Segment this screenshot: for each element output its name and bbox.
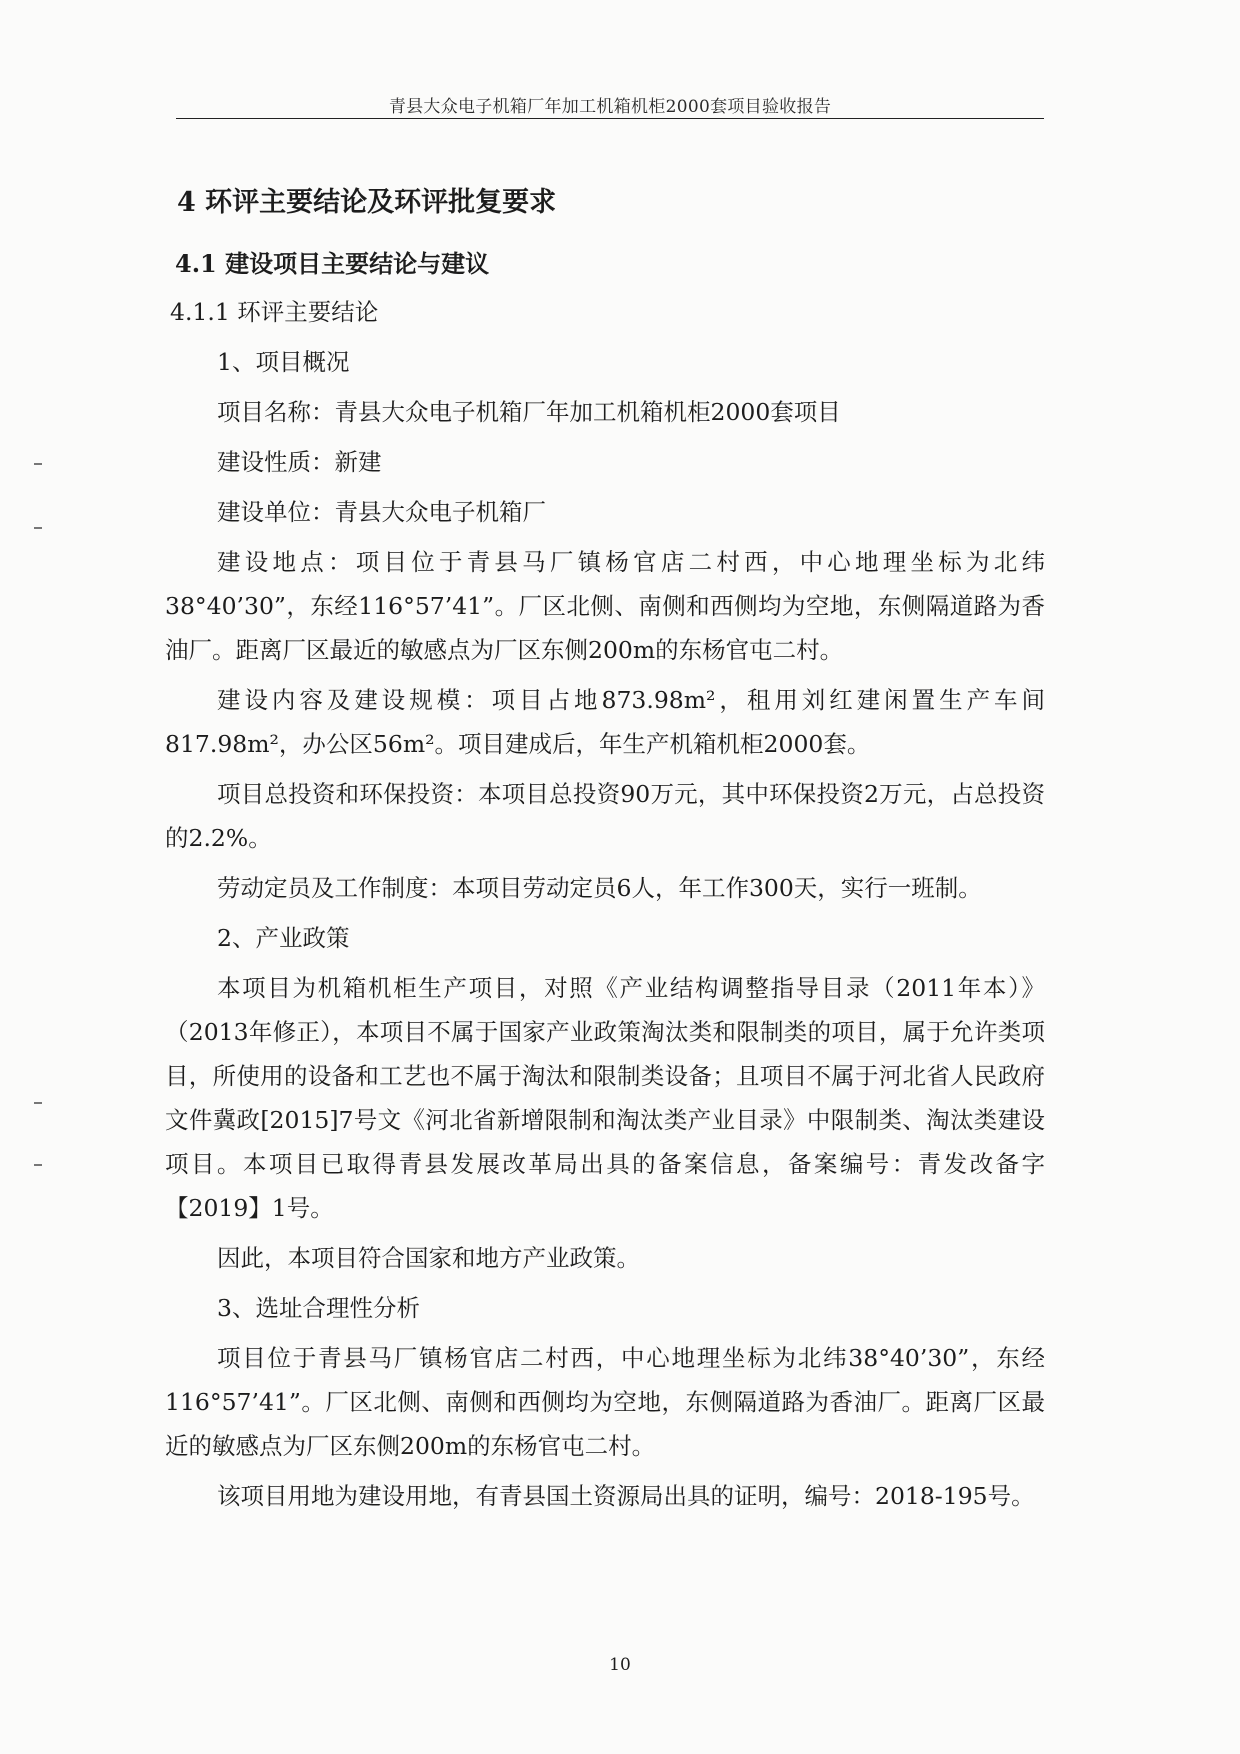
investment: 项目总投资和环保投资：本项目总投资90万元，其中环保投资2万元，占总投资的2.2%。	[165, 780, 1045, 852]
site-paragraph: 项目位于青县马厂镇杨官店二村西，中心地理坐标为北纬38°40’30”，东经116°57’41”。厂区北侧、南侧和西侧均为空地，东侧隔道路为香油厂。距离厂区最近的敏感点为厂区东侧200m的东杨官屯二村。	[165, 1344, 1045, 1460]
item-heading-overview: 1、项目概况	[217, 348, 350, 376]
scan-mark	[34, 463, 42, 465]
staffing: 劳动定员及工作制度：本项目劳动定员6人，年工作300天，实行一班制。	[217, 874, 982, 902]
policy-paragraph: 本项目为机箱机柜生产项目，对照《产业结构调整指导目录（2011年本）》（2013年修正），本项目不属于国家产业政策淘汰类和限制类的项目，属于允许类项目，所使用的设备和工艺也不属于淘汰和限制类设备；且项目不属于河北省人民政府文件冀政[2015]7号文《河北省新增限制和淘汰类产业目录》中限制类、淘汰类建设项目。本项目已取得青县发展改革局出具的备案信息，备案编号：青发改备字【2019】1号。	[165, 974, 1045, 1222]
section-heading: 4 环评主要结论及环评批复要求	[177, 187, 557, 218]
policy-conclusion: 因此，本项目符合国家和地方产业政策。	[217, 1244, 640, 1272]
header-divider	[176, 118, 1044, 119]
construction-unit: 建设单位：青县大众电子机箱厂	[217, 498, 546, 526]
scan-mark	[34, 527, 42, 529]
land-use-paragraph: 该项目用地为建设用地，有青县国土资源局出具的证明，编号：2018-195号。	[217, 1482, 1035, 1510]
page-body	[165, 180, 1045, 1524]
subsubsection-heading: 4.1.1 环评主要结论	[170, 298, 379, 326]
item-heading-policy: 2、产业政策	[217, 924, 350, 952]
scan-mark	[34, 1164, 42, 1166]
construction-scale: 建设内容及建设规模：项目占地873.98m²，租用刘红建闲置生产车间817.98m²，办公区56m²。项目建成后，年生产机箱机柜2000套。	[165, 686, 1045, 758]
running-header: 青县大众电子机箱厂年加工机箱机柜2000套项目验收报告	[388, 97, 832, 117]
subsection-heading: 4.1 建设项目主要结论与建议	[175, 249, 490, 278]
item-heading-site: 3、选址合理性分析	[217, 1294, 420, 1322]
scan-mark	[34, 1102, 42, 1104]
page-number: 10	[609, 1655, 631, 1675]
construction-nature: 建设性质：新建	[217, 448, 382, 476]
construction-location: 建设地点：项目位于青县马厂镇杨官店二村西，中心地理坐标为北纬38°40’30”，东经116°57’41”。厂区北侧、南侧和西侧均为空地，东侧隔道路为香油厂。距离厂区最近的敏感点为厂区东侧200m的东杨官屯二村。	[165, 548, 1045, 664]
project-name: 项目名称：青县大众电子机箱厂年加工机箱机柜2000套项目	[217, 398, 841, 426]
